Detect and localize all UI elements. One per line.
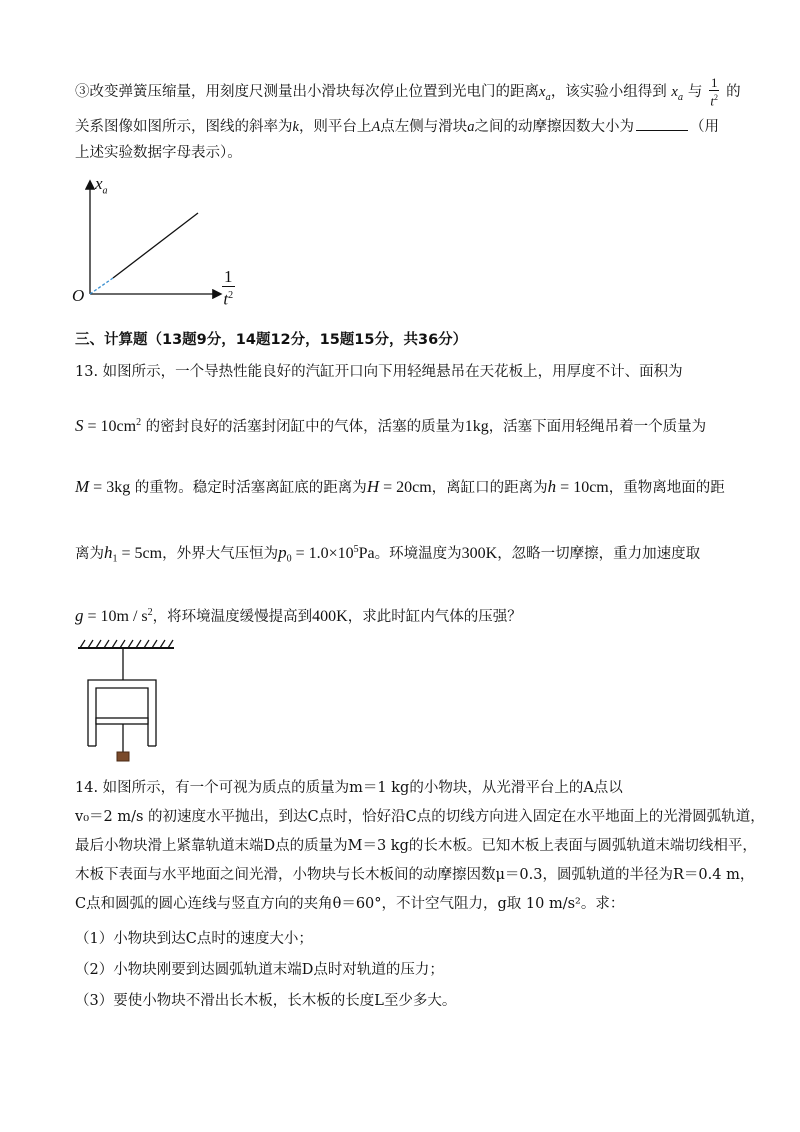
piston: [96, 718, 148, 724]
q13-line5: $g = 10m / s^2$，将环境温度缓慢提高到400K，求此时缸内气体的压强？: [75, 605, 522, 625]
q14-line3: 最后小物块滑上紧靠轨道末端D点的质量为M＝3 kg的长木板。已知木板上表面与圆弧轨道末端切线相平，: [75, 838, 757, 854]
q14-line5: C点和圆弧的圆心连线与竖直方向的夹角θ＝60°，不计空气阻力，g取 10 m/s²。求：: [75, 896, 625, 912]
one-over-t-squared: $\frac{1}{t^2}$: [710, 75, 719, 109]
q14-subquestion-1: （1）小物块到达C点时的速度大小；: [75, 931, 313, 947]
q13-line1: 13. 如图所示，一个导热性能良好的汽缸开口向下用轻绳悬吊在天花板上，用厚度不计、面积为: [75, 364, 683, 380]
graph-y-label: $x_a$: [95, 174, 108, 197]
graph-x-label: 1 $t^2$: [223, 267, 234, 309]
q14-subquestion-3: （3）要使小物块不滑出长木板，长木板的长度L至少多大。: [75, 993, 457, 1009]
q13-line2: $S = 10cm^2$ 的密封良好的活塞封闭缸中的气体，活塞的质量为1kg，活塞下面用轻绳吊着一个质量为: [75, 415, 707, 435]
q13-line3: M = 3kg 的重物。稳定时活塞离缸底的距离为H = 20cm，离缸口的距离为h = 10cm，重物离地面的距: [75, 477, 725, 496]
answer-blank: [636, 116, 688, 131]
cylinder-inner: [96, 688, 148, 746]
q14-subquestion-2: （2）小物块刚要到达圆弧轨道末端D点时对轨道的压力；: [75, 962, 444, 978]
q14-line2: v₀＝2 m/s 的初速度水平抛出，到达C点时，恰好沿C点的切线方向进入固定在水平地面上的光滑圆弧轨道，: [75, 809, 765, 825]
q14-line1: 14. 如图所示，有一个可视为质点的质量为m＝1 kg的小物块，从光滑平台上的A点以: [75, 780, 623, 796]
hanging-cylinder-diagram: [72, 638, 182, 768]
q14-line4: 木板下表面与水平地面之间光滑，小物块与长木板间的动摩擦因数μ＝0.3，圆弧轨道的半径为R＝0.4 m，: [75, 867, 755, 883]
experiment-step-3-line3: 上述实验数据字母表示）。: [75, 145, 242, 161]
extrapolated-dashed-line: [90, 278, 113, 294]
ceiling-hatching: [80, 640, 173, 648]
graph-origin-label: O: [72, 286, 85, 305]
hanging-weight: [117, 752, 129, 761]
data-line: [113, 213, 198, 278]
section-3-heading: 三、计算题（13题9分，14题12分，15题15分，共36分）: [75, 332, 468, 348]
q13-line4: 离为$h_1 = 5cm$，外界大气压恒为$p_0 = 1.0\times 10^5Pa$。环境温度为300K，忽略一切摩擦，重力加速度取: [75, 542, 701, 565]
experiment-step-3-line2: 关系图像如图所示，图线的斜率为k，则平台上A点左侧与滑块a之间的动摩擦因数大小为 （用: [75, 116, 719, 137]
experiment-step-3-line1: ③改变弹簧压缩量，用刻度尺测量出小滑块每次停止位置到光电门的距离$x_a$，该实验小组得到 $x_a$ 与 $\frac{1}{t^2}$ 的: [75, 75, 741, 109]
cylinder-outer: [88, 680, 156, 746]
